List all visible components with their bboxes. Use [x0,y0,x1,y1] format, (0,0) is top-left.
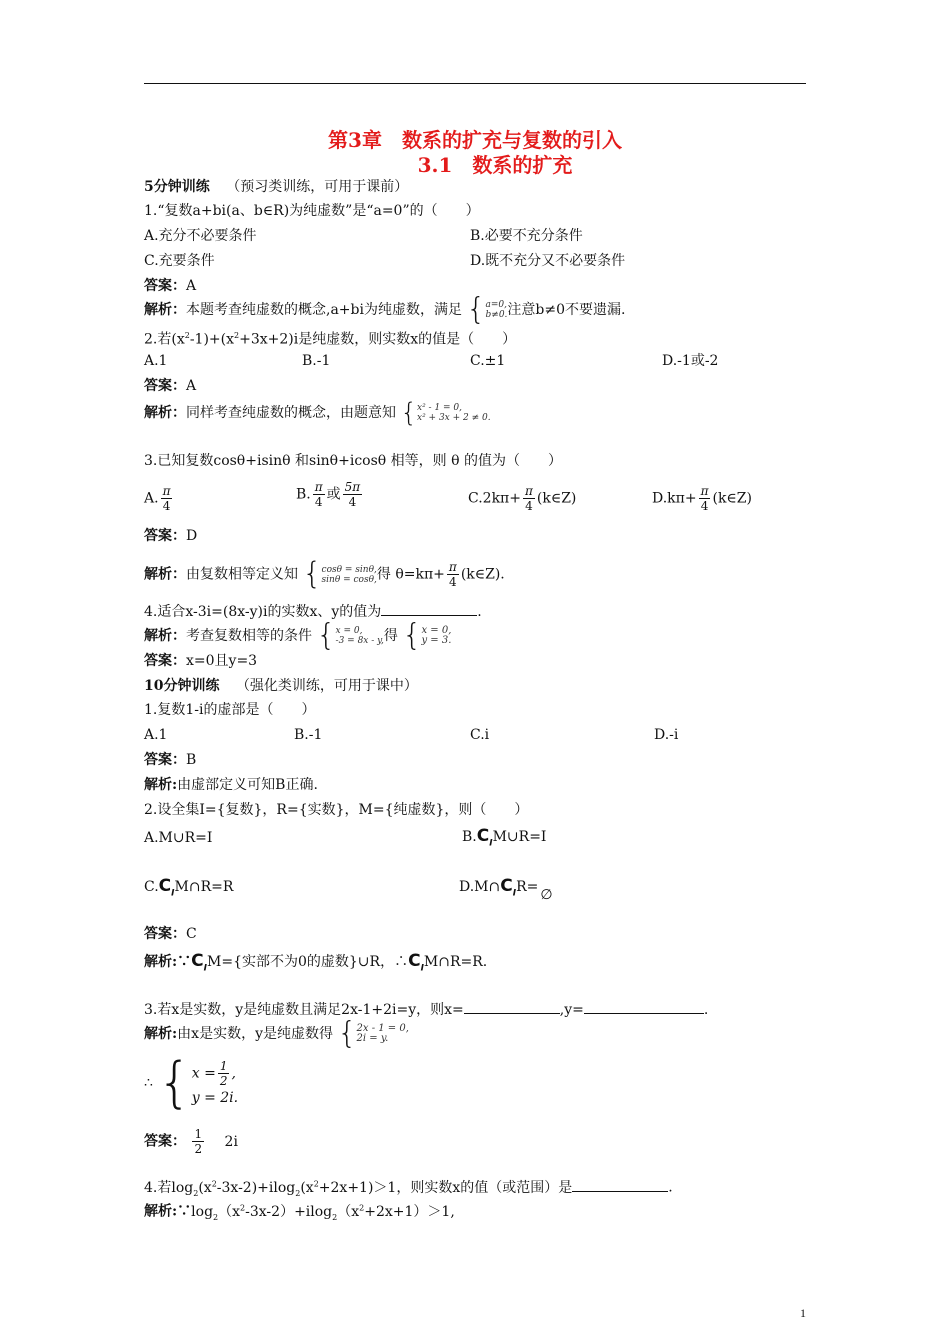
explanation-text: 本题考查纯虚数的概念,a+bi为纯虚数，满足 [186,302,462,318]
chapter-title: 第3章 数系的扩充与复数的引入 [328,128,622,152]
answer-label: 答案： [144,926,186,942]
q2-explanation [144,398,491,428]
r1-stem: 1.复数1-i的虚部是（ ） [144,702,316,718]
r2-option-c: $C.C_IM\cap R=R$ [144,876,234,899]
fraction: $\frac{\pi}{4}$ [162,484,171,513]
brace: { [400,398,417,428]
q1-option-a: A.充分不必要条件 [144,228,257,244]
q1-option-d: D.既不充分又不必要条件 [470,253,626,269]
equation-system: x = 0, y = 3. [421,625,452,646]
answer-value: A [186,378,197,394]
section-title: 3.1 数系的扩充 [417,153,573,177]
fraction: $\frac{\pi}{4}$ [448,560,457,589]
section1-note: （预习类训练，可用于课前） [226,179,409,195]
equation-system: 2x - 1 = 0, 2i = y. [356,1023,409,1044]
explanation-label: 解析: [144,1026,178,1042]
r1-option-b: B.-1 [294,727,323,743]
r2-option-a: A.M∪R=I [144,830,213,846]
complement-symbol: $C_I$ [500,876,517,899]
answer-label: 答案： [144,528,186,544]
r3-explanation [144,1016,409,1051]
explanation-text-2: 得 θ=kπ+ [376,566,445,583]
q3-stem: 3.已知复数cosθ+isinθ 和sinθ+icosθ 相等，则 θ 的值为（ ） [144,453,562,469]
explanation-text: 同样考查纯虚数的概念，由题意知 [186,405,396,421]
equation-system: cosθ = sinθ, sinθ = cosθ, [321,564,377,585]
brace: { [337,1016,357,1051]
explanation-text: 由x是实数，y是纯虚数得 [177,1026,333,1042]
r1-option-a: A.1 [144,727,168,743]
q2-option-b: B.-1 [302,353,331,369]
answer-blank-x [464,1001,560,1014]
q2-option-d: D.-1或-2 [662,353,719,369]
answer-value: C [186,926,197,942]
q1-option-b: B.必要不充分条件 [470,228,583,244]
r1-option-c: C.i [470,727,490,743]
equation-system: a=0, b≠0. [485,300,508,320]
r1-option-d: D.-i [654,727,679,743]
fraction: $\frac{\pi}{4}$ [314,480,323,509]
answer-blank [381,603,477,616]
r2-stem: 2.设全集I={复数}，R={实数}，M={纯虚数}，则（ ） [144,802,529,818]
r3-system [144,1051,239,1114]
therefore-symbol: ∴ [144,1075,153,1091]
answer-blank-y [584,1001,704,1014]
brace: { [466,292,486,327]
empty-set-symbol: ∅ [540,887,553,903]
explanation-text: 由虚部定义可知B正确. [177,777,318,793]
q1-option-c: C.充要条件 [144,253,215,269]
q1-stem: 1.“复数a+bi(a、b∈R)为纯虚数”是“a=0”的（ ） [144,203,480,219]
r1-explanation [144,776,318,794]
r2-answer [144,925,197,943]
q3-answer [144,527,197,545]
r1-answer [144,751,196,769]
brace: { [402,618,422,653]
equation-system: x = $\frac{1}{2}$ , y = 2i. [191,1058,239,1106]
section2-header [144,677,418,695]
explanation-text-2: 注意b≠0不要遗漏. [507,302,626,318]
answer-blank [572,1179,668,1192]
r4-explanation: 解析$:\because\log_2(x^2-3x-2)+ilog_2(x^2+2x+1)>1$, [144,1203,455,1222]
explanation-label: 解析: [144,1203,178,1220]
section1-header [144,178,408,196]
q2-stem: 2.若$(x^2-1)+(x^2+3x+2)i$是纯虚数，则实数x的值是（ ） [144,331,517,348]
complement-symbol: $C_I$ [191,951,208,974]
r4-stem: 4.若$\log_2(x^2-3x-2)+ilog_2(x^2+2x+1)>1$，则实数x的值（或范围）是 . [144,1179,673,1198]
complement-symbol: $C_I$ [408,951,424,974]
section2-note: （强化类训练，可用于课中） [235,678,418,694]
answer-value: B [186,752,197,768]
r3-stem: 3.若x是实数，y是纯虚数且满足2x-1+2i=y，则x= ,y= . [144,1002,709,1018]
explanation-label: 解析: [144,777,178,793]
answer-label: 答案： [144,378,186,394]
q3-option-a: A. $\frac{\pi}{4}$ [144,484,171,513]
equation-system: x = 0, -3 = 8x - y, [335,626,384,646]
fraction: $\frac{5\pi}{4}$ [344,480,361,509]
explanation-label: 解析： [144,302,186,318]
fraction: $\frac{\pi}{4}$ [525,484,533,513]
q1-explanation [144,292,626,327]
explanation-text-3: (k∈Z). [460,566,505,583]
equation-system: x² - 1 = 0, x² + 3x + 2 ≠ 0. [417,403,491,423]
q1-answer [144,277,196,295]
q3-option-b: B. $\frac{\pi}{4}$ 或 $\frac{5\pi}{4}$ [296,480,361,509]
explanation-text: 由复数相等定义知 [186,566,298,583]
q3-explanation [144,556,505,592]
brace: { [316,618,336,653]
answer-label: 答案： [144,278,186,294]
r2-explanation: 解析$:\because C_IM=${实部不为0的虚数}∪R，$\therefore C_IM\cap R=R$. [144,951,488,974]
explanation-label: 解析: [144,954,178,970]
q3-option-c: C.2kπ+ $\frac{\pi}{4}$ (k∈Z) [468,484,577,513]
r2-option-b: $B.C_IM\cup R=I$ [462,826,547,849]
answer-value: A [186,278,197,294]
explanation-label: 解析： [144,566,186,583]
answer-label: 答案： [144,1133,186,1150]
fraction: $\frac{\pi}{4}$ [700,484,709,513]
explanation-text: 考查复数相等的条件 [186,628,312,644]
brace: { [302,556,322,592]
complement-symbol: $C_I$ [476,826,493,849]
section1-title: 5分钟训练 [144,179,210,195]
header-rule [144,83,806,84]
explanation-label: 解析： [144,405,186,421]
q2-option-a: A.1 [144,353,168,369]
r2-option-d: $D.M\cap C_IR=$ ∅ [459,876,553,903]
q4-answer [144,652,257,670]
answer-value: D [186,528,198,544]
explanation-text-2: 得 [383,628,398,644]
section2-title: 10分钟训练 [144,678,220,694]
fraction: $\frac{1}{2}$ [194,1127,203,1156]
page-number: 1 [800,1306,806,1320]
q4-explanation [144,618,452,653]
brace: { [157,1051,192,1114]
explanation-label: 解析： [144,628,186,644]
q4-stem: 4.适合x-3i=(8x-y)i的实数x、y的值为 . [144,604,482,620]
q2-answer [144,377,196,395]
answer-label: 答案： [144,752,186,768]
q3-option-d: D.kπ+ $\frac{\pi}{4}$ (k∈Z) [652,484,752,513]
r3-answer [144,1127,238,1156]
answer-value: x=0且y=3 [186,653,258,669]
q2-option-c: C.±1 [470,353,506,369]
answer-value: 2i [224,1133,238,1150]
answer-label: 答案： [144,653,186,669]
complement-symbol: $C_I$ [158,876,175,899]
